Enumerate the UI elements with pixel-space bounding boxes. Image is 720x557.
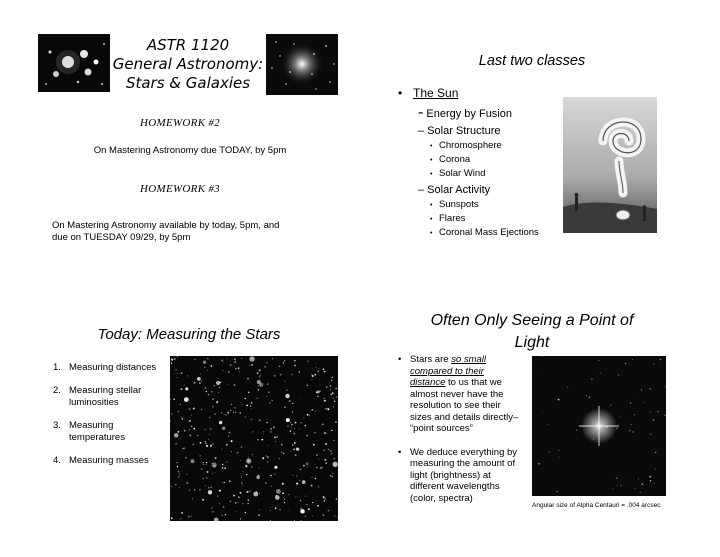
structure-item: Solar Wind — [439, 168, 486, 179]
emphasis-text: distance — [410, 377, 446, 388]
slide2-title: Last two classes — [478, 53, 586, 69]
homework-2-heading: HOMEWORK #2 — [140, 117, 220, 129]
item-text: temperatures — [69, 432, 125, 443]
slide3-title: Today: Measuring the Stars — [97, 326, 281, 343]
item-text: Measuring masses — [69, 455, 149, 466]
text-line: due on TUESDAY 09/29, by 5pm — [52, 232, 191, 243]
text-line: We deduce everything by — [410, 446, 518, 458]
last-classes-list — [398, 86, 568, 240]
list-item — [53, 385, 171, 409]
measuring-list — [53, 362, 171, 478]
bullet-icon: • — [430, 143, 433, 150]
alpha-centauri-image — [532, 356, 666, 496]
item-text: Measuring stellar — [69, 385, 142, 396]
text-run: Stars are — [410, 354, 452, 365]
text-line: different wavelengths — [410, 481, 500, 492]
text-line: “point sources” — [410, 423, 473, 434]
list-item — [53, 362, 171, 374]
bullet-icon: • — [398, 446, 402, 458]
item-text: Measuring — [69, 420, 114, 431]
bullet-icon: • — [430, 202, 433, 209]
item-number: 3. — [53, 420, 61, 431]
question-mark-sculpture-icon — [563, 97, 657, 233]
homework-2-text: On Mastering Astronomy due TODAY, by 5pm — [93, 145, 287, 156]
text-line: measuring the amount of — [410, 458, 516, 469]
text-line: resolution to see their — [410, 400, 501, 411]
title-line: General Astronomy: — [112, 55, 264, 73]
energy-text: Energy by Fusion — [426, 108, 512, 120]
list-item: – Solar Structure — [418, 125, 501, 137]
item-number: 1. — [53, 362, 61, 373]
text-line: light (brightness) at — [410, 469, 491, 481]
activity-item: Coronal Mass Ejections — [439, 227, 539, 238]
text-line: sizes and details directly– — [410, 411, 519, 423]
list-item — [398, 86, 568, 101]
list-item — [398, 106, 568, 121]
list-item — [53, 455, 171, 467]
item-number: 2. — [53, 385, 61, 396]
dash-glyph: - — [418, 104, 424, 121]
title-line: ASTR 1120 — [146, 36, 230, 54]
sun-link: The Sun — [413, 86, 459, 100]
bullet-icon: • — [430, 230, 433, 237]
starfield-image — [170, 356, 338, 521]
text-run: to us that we — [445, 377, 502, 388]
globular-cluster-image — [266, 34, 338, 95]
activity-item: Flares — [439, 213, 466, 224]
slide4-title — [404, 310, 660, 354]
title-line: Light — [514, 334, 550, 351]
star-cluster-image — [38, 34, 110, 92]
list-item — [398, 198, 568, 240]
text-line: almost never have the — [410, 388, 504, 400]
bullet-icon: • — [430, 157, 433, 164]
homework-3-text — [52, 220, 322, 244]
list-item: – Solar Activity — [418, 184, 491, 196]
course-title — [110, 36, 266, 93]
text-line: On Mastering Astronomy available by today, 5pm, and — [52, 220, 280, 231]
item-text: luminosities — [69, 397, 119, 408]
text-line: (color, spectra) — [410, 492, 473, 504]
homework-3-heading: HOMEWORK #3 — [140, 183, 220, 195]
bullet-icon: • — [430, 216, 433, 223]
structure-item: Corona — [439, 154, 471, 165]
bullet-icon: • — [398, 86, 403, 100]
activity-item: Sunspots — [439, 199, 479, 210]
bullet-icon: • — [398, 354, 402, 365]
item-text: Measuring distances — [69, 362, 157, 373]
list-item — [398, 139, 568, 181]
title-line: Often Only Seeing a Point of — [430, 312, 634, 329]
emphasis-text: compared to their — [410, 365, 484, 377]
point-sources-text — [398, 354, 532, 504]
list-item — [53, 420, 171, 444]
structure-item: Chromosphere — [439, 140, 502, 151]
alpha-centauri-caption: Angular size of Alpha Centauri = .004 arcsec — [532, 502, 661, 509]
title-line: Stars & Galaxies — [125, 74, 251, 92]
emphasis-text: so small — [451, 354, 487, 365]
bullet-icon: • — [430, 171, 433, 178]
item-number: 4. — [53, 455, 61, 466]
